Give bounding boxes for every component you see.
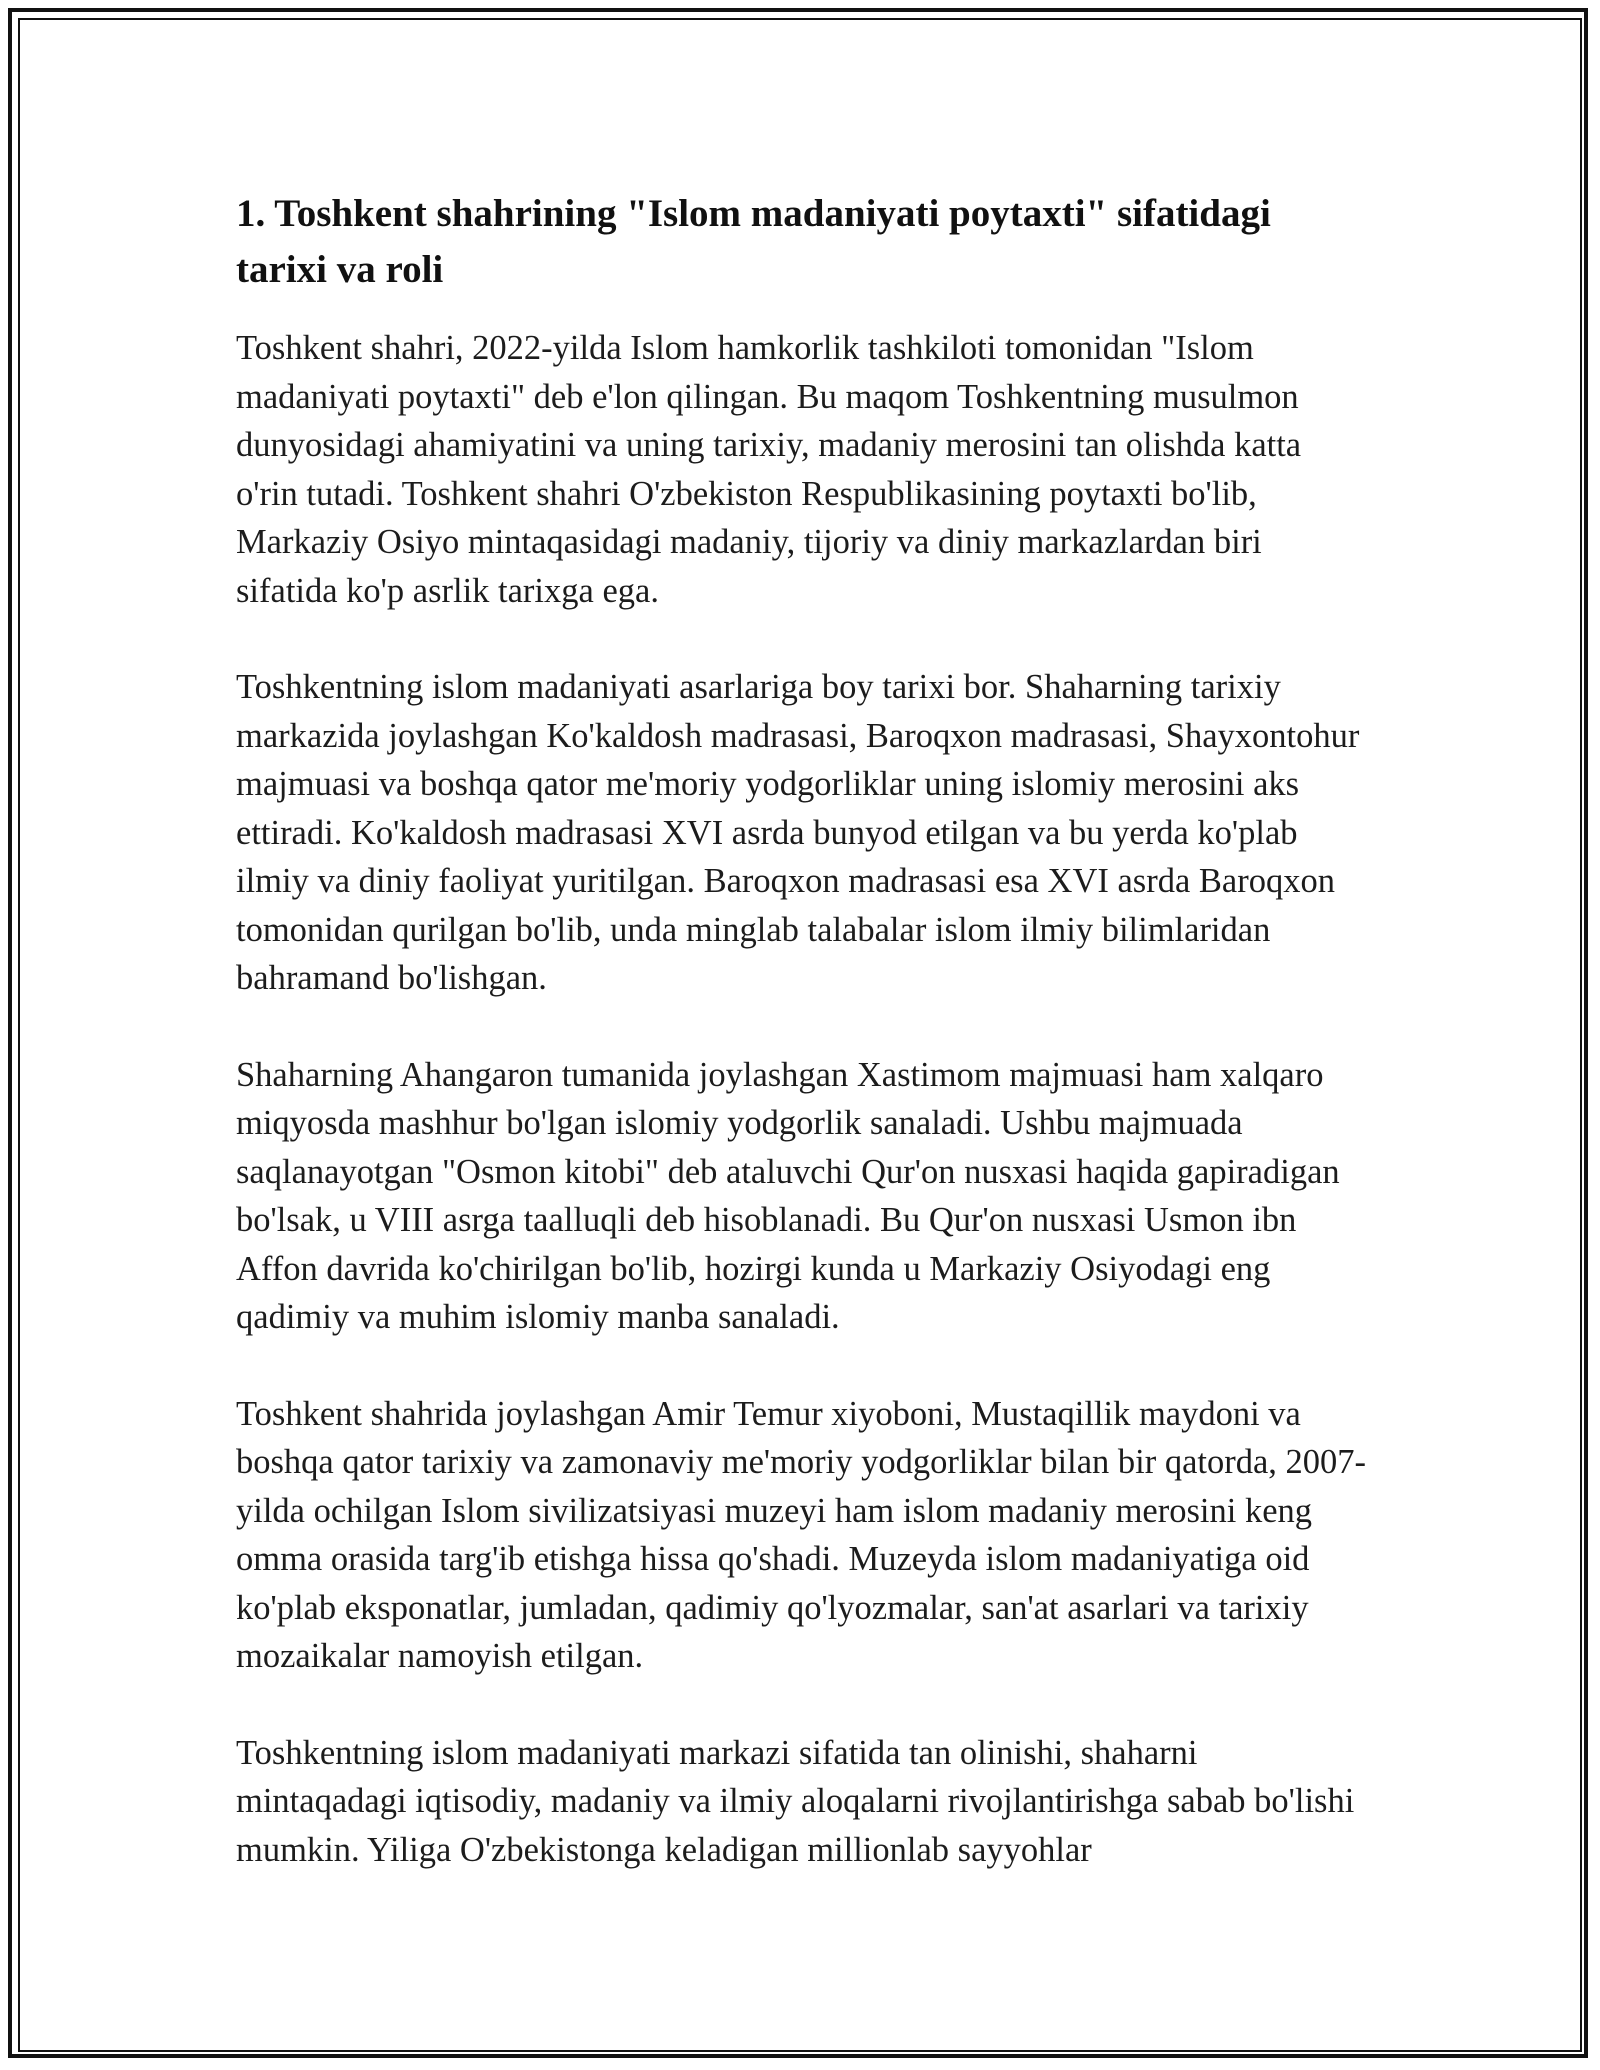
section-heading: 1. Toshkent shahrining "Islom madaniyati poytaxti" sifatidagi tarixi va roli xyxy=(236,192,1271,291)
document-body xyxy=(236,186,1370,1922)
paragraph-2: Toshkentning islom madaniyati asarlariga boy tarixi bor. Shaharning tarixiy markazida joylashgan Ko'kaldosh madrasasi, Baroqxon madrasasi, Shayxontohur majmuasi va boshqa qator me'moriy yodgorliklar uning islomiy merosini aks ettiradi. Ko'kaldosh madrasasi XVI asrda bunyod etilgan va bu yerda ko'plab ilmiy va diniy faoliyat yuritilgan. Baroqxon madrasasi esa XVI asrda Baroqxon tomonidan qurilgan bo'lib, unda minglab talabalar islom ilmiy bilimlaridan bahramand bo'lishgan. xyxy=(236,668,1360,997)
paragraph-5: Toshkentning islom madaniyati markazi sifatida tan olinishi, shaharni mintaqadagi iqtisodiy, madaniy va ilmiy aloqalarni rivojlantirishga sabab bo'lishi mumkin. Yiliga O'zbekistonga keladigan millionlab sayyohlar xyxy=(236,1733,1355,1869)
paragraph-4: Toshkent shahrida joylashgan Amir Temur xiyoboni, Mustaqillik maydoni va boshqa qator tarixiy va zamonaviy me'moriy yodgorliklar bilan bir qatorda, 2007-yilda ochilgan Islom sivilizatsiyasi muzeyi ham islom madaniy merosini keng omma orasida targ'ib etishga hissa qo'shadi. Muzeyda islom madaniyatiga oid ko'plab eksponatlar, jumladan, qadimiy qo'lyozmalar, san'at asarlari va tarixiy mozaikalar namoyish etilgan. xyxy=(236,1394,1367,1675)
paragraph-3: Shaharning Ahangaron tumanida joylashgan Xastimom majmuasi ham xalqaro miqyosda mashhur bo'lgan islomiy yodgorlik sanaladi. Ushbu majmuada saqlanayotgan "Osmon kitobi" deb ataluvchi Qur'on nusxasi haqida gapiradigan bo'lsak, u VIII asrga taalluqli deb hisoblanadi. Bu Qur'on nusxasi Usmon ibn Affon davrida ko'chirilgan bo'lib, hozirgi kunda u Markaziy Osiyodagi eng qadimiy va muhim islomiy manba sanaladi. xyxy=(236,1055,1340,1336)
paragraph-1: Toshkent shahri, 2022-yilda Islom hamkorlik tashkiloti tomonidan "Islom madaniyati poytaxti" deb e'lon qilingan. Bu maqom Toshkentning musulmon dunyosidagi ahamiyatini va uning tarixiy, madaniy merosini tan olishda katta o'rin tutadi. Toshkent shahri O'zbekiston Respublikasining poytaxti bo'lib, Markaziy Osiyo mintaqasidagi madaniy, tijoriy va diniy markazlardan biri sifatida ko'p asrlik tarixga ega. xyxy=(236,329,1302,610)
